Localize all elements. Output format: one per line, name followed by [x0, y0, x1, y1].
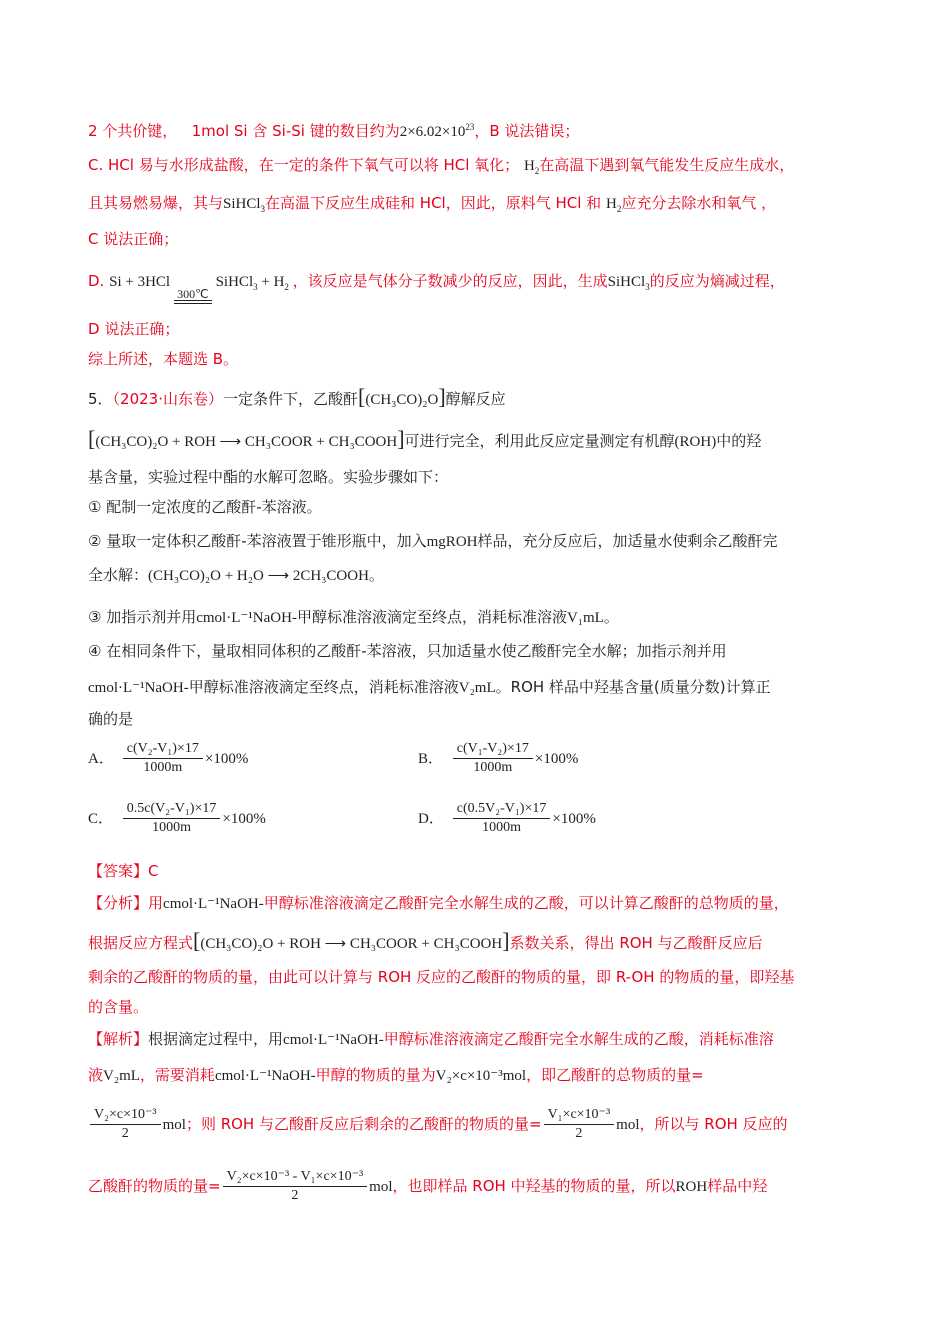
hydrolysis-equation: (CH₃CO)₂O + H₂O ⟶ 2CH₃COOH: [148, 568, 369, 584]
solution-d-line2: D 说法正确；: [88, 320, 180, 338]
question-step-4-end: 确的是: [88, 710, 134, 728]
question-source: （2023·山东卷）: [112, 390, 223, 408]
solution-line1: 【解析】根据滴定过程中，用cmol·L⁻¹NaOH-甲醇标准溶液滴定乙酸酐完全水解生成的乙酸，消耗标准溶: [88, 1030, 774, 1048]
option-b[interactable]: B． $\frac{\text{c(V₁-V₂)×17}}{1000m}$ ×100%: [418, 741, 579, 775]
analysis-line2: 根据反应方程式[(CH₃CO)₂O + ROH ⟶ CH₃COOR + CH₃COOH]系数关系，得出 ROH 与乙酸酐反应后: [88, 928, 763, 953]
option-c[interactable]: C． $\frac{\text{0.5c(V₂-V₁)×17}}{1000m}$ ×100%: [88, 801, 266, 835]
solution-b-line: 2 个共价键， 1mol Si 含 Si-Si 键的数目约为$2\times 6.02\times 10^{23}$，B 说法错误；: [88, 122, 580, 140]
answer-line: [88, 860, 159, 882]
question-step-4: ④ 在相同条件下，量取相同体积的乙酸酐-苯溶液，只加适量水使乙酸酐完全水解；加指示剂并用: [88, 642, 727, 660]
alcoholysis-equation: (CH₃CO)₂O + ROH ⟶ CH₃COOR + CH₃COOH: [95, 434, 398, 450]
question-header: 5．（2023·山东卷）一定条件下，乙酸酐[(CH₃CO)₂O]醇解反应: [88, 384, 506, 409]
solution-tag: 【解析】: [88, 1030, 149, 1048]
solution-c-line1: C. HCl 易与水形成盐酸，在一定的条件下氧气可以将 HCl 氧化； $H_2$在高温下遇到氧气能发生反应生成水，: [88, 156, 795, 176]
option-a[interactable]: A． $\frac{\text{c(V₂-V₁)×17}}{1000m}$ ×100%: [88, 741, 249, 775]
synthesis-equation: Si + 3HCl 300℃ SiHCl$_3$ + $H_2$: [109, 274, 293, 290]
analysis-line4: 的含量。: [88, 998, 149, 1016]
answer-tag: 【答案】: [88, 862, 149, 880]
solution-summary: 综上所述，本题选 B。: [88, 350, 239, 368]
question-step-2: ② 量取一定体积乙酸酐-苯溶液置于锥形瓶中，加入mgROH样品，充分反应后，加适量水使剩余乙酸酐完: [88, 532, 778, 550]
avogadro-expr: $2\times 6.02\times 10^{23}$: [399, 122, 475, 140]
solution-line4: 乙酸酐的物质的量= $\frac{\text{V₂×c×10⁻³ - V₁×c×10⁻³}}{2}$ mol，也即样品 ROH 中羟基的物质的量，所以ROH样品中羟: [88, 1169, 768, 1203]
solution-line3: $\frac{\text{V₂×c×10⁻³}}{2}$ mol；则 ROH 与乙酸酐反应后剩余的乙酸酐的物质的量= $\frac{\text{V₁×c×10⁻³}}{2}$ mol，所以与 ROH 反应的: [88, 1102, 788, 1147]
analysis-line1: 【分析】用cmol·L⁻¹NaOH-甲醇标准溶液滴定乙酸酐完全水解生成的乙酸，可以计算乙酸酐的总物质的量，: [88, 894, 789, 912]
solution-d-line1: D. Si + 3HCl 300℃ SiHCl$_3$ + $H_2$ ，该反应是气体分子数减少的反应，因此，生成SiHCl$_3$的反应为熵减过程，: [88, 264, 785, 304]
question-step-4-cont: cmol·L⁻¹NaOH-甲醇标准溶液滴定至终点，消耗标准溶液V₂mL。ROH 样品中羟基含量(质量分数)计算正: [88, 678, 771, 696]
solution-c-line2: 且其易燃易爆，其与SiHCl$_3$在高温下反应生成硅和 HCl，因此，原料气 HCl 和 $H_2$应充分去除水和氧气 ，: [88, 194, 777, 214]
question-reaction-line: [(CH₃CO)₂O + ROH ⟶ CH₃COOR + CH₃COOH]可进行完全，利用此反应定量测定有机醇(ROH)中的羟: [88, 426, 762, 451]
solution-c-line3: C 说法正确；: [88, 230, 179, 248]
question-intro-line: 基含量，实验过程中酯的水解可忽略。实验步骤如下：: [88, 468, 449, 486]
answer-value: C: [148, 862, 159, 880]
question-step-2-cont: 全水解：(CH₃CO)₂O + H₂O ⟶ 2CH₃COOH。: [88, 566, 384, 584]
analysis-line3: 剩余的乙酸酐的物质的量，由此可以计算与 ROH 反应的乙酸酐的物质的量，即 R-OH 的物质的量，即羟基: [88, 968, 795, 986]
analysis-tag: 【分析】: [88, 894, 149, 912]
question-step-1: ① 配制一定浓度的乙酸酐-苯溶液。: [88, 498, 322, 516]
option-d[interactable]: D． $\frac{\text{c(0.5V₂-V₁)×17}}{1000m}$ ×100%: [418, 801, 596, 835]
question-step-3: ③ 加指示剂并用cmol·L⁻¹NaOH-甲醇标准溶液滴定至终点，消耗标准溶液V₁mL。: [88, 608, 619, 626]
solution-line2: 液V₂mL，需要消耗cmol·L⁻¹NaOH-甲醇的物质的量为V₂×c×10⁻³mol，即乙酸酐的总物质的量=: [88, 1066, 704, 1084]
